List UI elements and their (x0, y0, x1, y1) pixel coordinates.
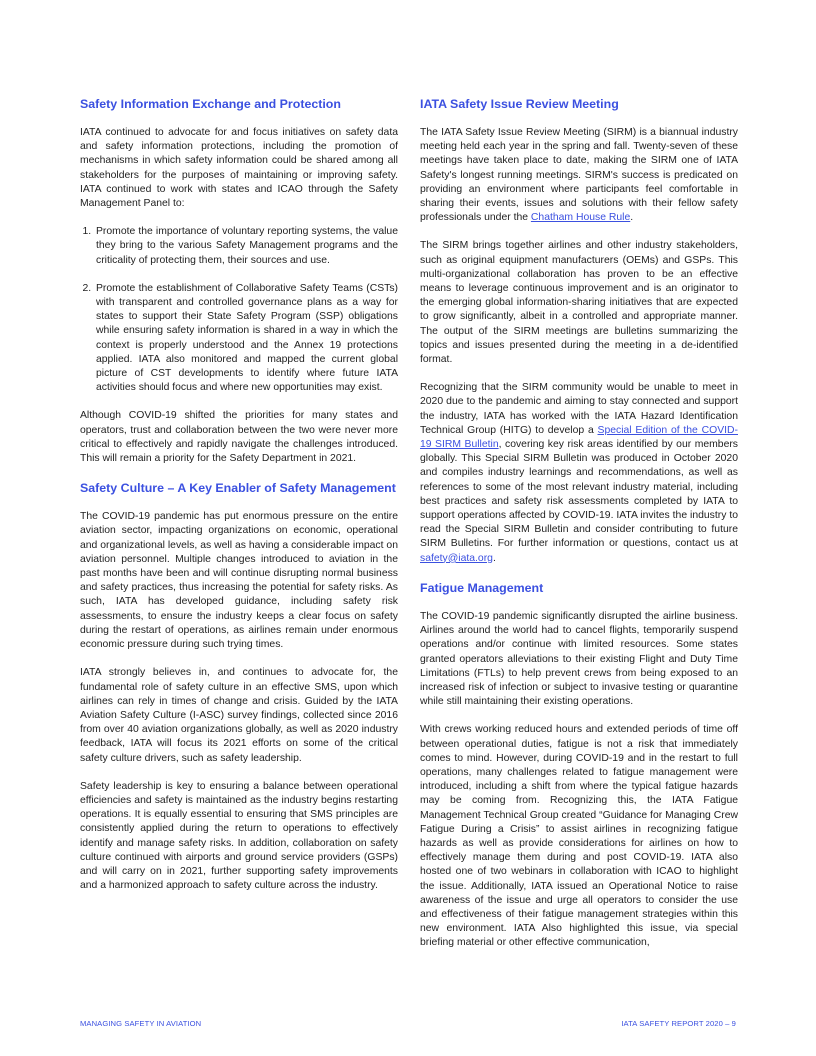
safety-email-link[interactable]: safety@iata.org (420, 552, 493, 564)
paragraph: IATA continued to advocate for and focus initiatives on safety data and safety information protections, including the promotion of mechanisms in which safety information could be shared among all stakeholders for the purposes of maintaining or improving safety. IATA continued to work with states and ICAO through the Safety Management Panel to: (80, 127, 398, 210)
chatham-house-rule-link[interactable]: Chatham House Rule (530, 212, 631, 224)
paragraph: Although COVID-19 shifted the priorities for many states and operators, trust and collaboration between the two were never more critical to effectively and rapidly navigate the challenges introduced. This will remain a priority for the Safety Department in 2021. (80, 410, 398, 465)
numbered-list (80, 225, 398, 395)
footer-section-title: MANAGING SAFETY IN AVIATION (80, 1019, 202, 1028)
paragraph: With crews working reduced hours and extended periods of time off between operational duties, fatigue is not a risk that immediately comes to mind. However, during COVID-19 and in the restart to full operations, many challenges related to fatigue management were introduced, including a shift from where the typical fatigue hazards may be coming from. Recognizing this, the IATA Fatigue Management Technical Group created “Guidance for Managing Crew Fatigue During a Crisis” to assist airlines in recognizing fatigue hazards as well as provide considerations for airlines on how to effectively manage them during and post COVID-19. IATA also hosted one of two webinars in collaboration with ICAO to highlight the issue. Additionally, IATA issued an Operational Notice to raise awareness of the issue and urge all operators to consider the use and effectiveness of their fatigue management strategies within this new environment. IATA Also highlighted this issue, via special briefing material or other effective communication, (420, 724, 738, 949)
special-edition-bulletin-link[interactable]: Special Edition of the COVID-19 SIRM Bulletin (420, 424, 738, 451)
section-heading-sirm: IATA Safety Issue Review Meeting (420, 97, 619, 111)
paragraph: The SIRM brings together airlines and other industry stakeholders, such as original equipment manufacturers (OEMs) and GSPs. This multi-organizational collaboration has proven to be an effective means to leverage continuous improvement and is an originator to the emerging global information-sharing initiatives that are expected to grow significantly, albeit in a controlled and appropriate manner. The output of the SIRM meetings are bulletins summarizing the topics and issues presented during the meeting in a de-identified format. (420, 240, 738, 366)
paragraph: The IATA Safety Issue Review Meeting (SIRM) is a biannual industry meeting held each year in the spring and fall. Twenty-seven of these meetings have taken place to date, making the SIRM one of IATA Safety's longest running meetings. SIRM's success is predicated on providing an environment where participants feel comfortable in sharing their events, issues and solutions with their fellow safety professionals under the Chatham House Rule. (420, 127, 738, 224)
paragraph: Recognizing that the SIRM community would be unable to meet in 2020 due to the pandemic and aiming to stay connected and support the industry, IATA has worked with the IATA Hazard Identification Technical Group (HITG) to develop a Special Edition of the COVID-19 SIRM Bulletin, covering key risk areas identified by our members globally. This Special SIRM Bulletin was produced in October 2020 and compiles industry learnings and recommendations, as well as references to some of the most relevant industry material, including best practices and safety risk assessments completed by IATA to support operations affected by COVID-19. IATA invites the industry to read the Special SIRM Bulletin and consider contributing to future SIRM Bulletins. For further information or questions, contact us at safety@iata.org. (420, 382, 739, 564)
paragraph: The COVID-19 pandemic significantly disrupted the airline business. Airlines around the world had to cancel flights, temporarily suspend operations and/or continue with limited resources. Some states granted operators alleviations to their existing Flight and Duty Time Limitations (FTLs) to help prevent crews from being exposed to an increased risk of infection or subject to invasive testing or quarantine while still maintaining their existing operations. (420, 610, 738, 708)
section-heading-safety-culture: Safety Culture – A Key Enabler of Safety Management (80, 481, 396, 496)
right-column (420, 96, 738, 965)
paragraph: The COVID-19 pandemic has put enormous pressure on the entire aviation sector, impacting organizations on economic, operational and organizational levels, as well as having a considerable impact on aviation personnel. Multiple changes introduced to aviation in the past months have been and will continue disrupting normal business and safety practices, thus increasing the potential for safety risks. As such, IATA has developed guidance, including safety risk assessments, to ensure the industry keeps a clear focus on safety during the restart of operations, as airlines remain under enormous economic pressure during such trying times. (80, 511, 398, 651)
paragraph: IATA strongly believes in, and continues to advocate for, the fundamental role of safety culture in an effective SMS, upon which airlines can rely in times of change and crisis. Guided by the IATA Aviation Safety Culture (I-ASC) survey findings, collected since 2016 from over 40 aviation organizations globally, as well as 2020 industry feedback, IATA will focus its 2021 efforts on some of the critical safety culture drivers, such as safety leadership. (80, 667, 398, 764)
footer-page-number: IATA SAFETY REPORT 2020 – 9 (621, 1019, 736, 1028)
list-item: 2. Promote the establishment of Collaborative Safety Teams (CSTs) with transparent and controlled governance plans as a way for states to support their State Safety Program (SSP) obligations while ensuring safety information is shared in a way in which the context is properly understood and the Annex 19 protections applied. IATA also monitored and mapped the current global picture of CST developments to identify where future IATA activities should focus and where new opportunities may exist. (94, 282, 398, 396)
list-item: 1. Promote the importance of voluntary reporting systems, the value they bring to the various Safety Management programs and the criticality of protecting them, their sources and use. (94, 225, 398, 268)
section-heading-safety-information: Safety Information Exchange and Protection (80, 97, 341, 111)
paragraph: Safety leadership is key to ensuring a balance between operational efficiencies and safety is maintained as the industry begins restarting operations. It is equally essential to ensuring that SMS principles are consistently applied during the return to operations to effectively identify and manage safety risks. In addition, collaboration on safety culture continued with airports and ground service providers (GSPs) and will carry on in 2021, further supporting safety improvements and a harmonized approach to safety culture across the industry. (80, 780, 398, 892)
section-heading-fatigue-management: Fatigue Management (420, 580, 544, 595)
left-column (80, 96, 398, 907)
